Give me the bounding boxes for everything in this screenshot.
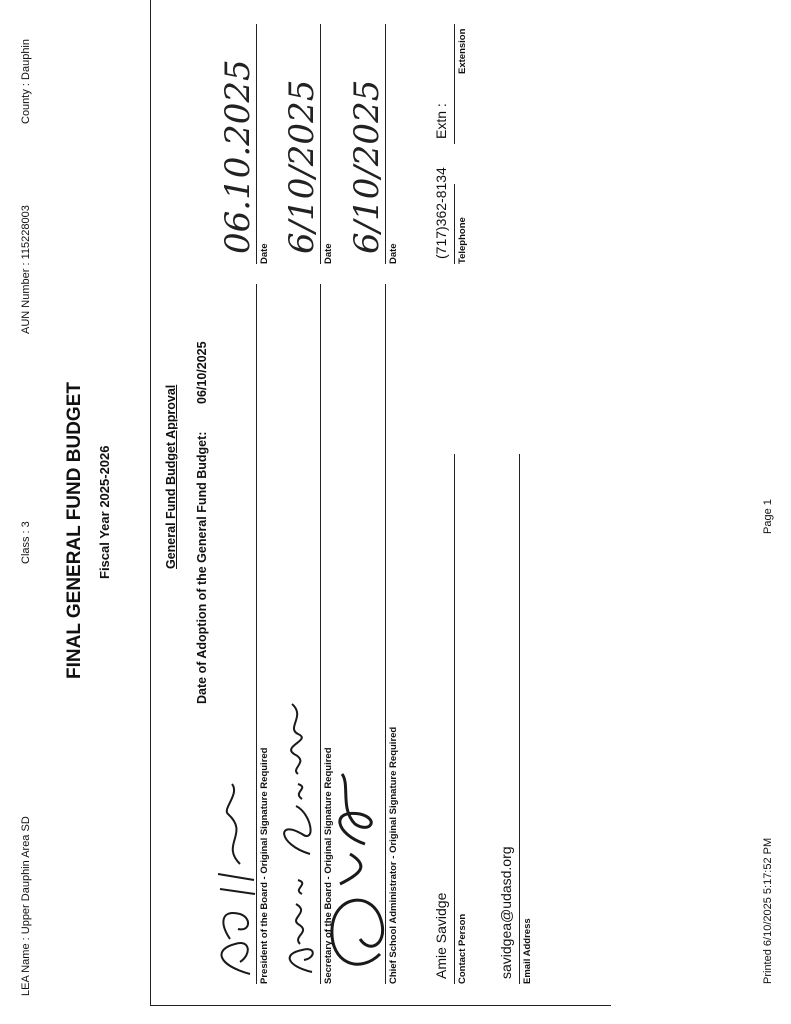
president-date-line (256, 24, 257, 264)
lea-name: LEA Name : Upper Dauphin Area SD (20, 816, 32, 996)
county-label: County : Dauphin (20, 39, 32, 124)
contact-person-line (454, 454, 455, 984)
president-role-label: President of the Board - Original Signature Required (259, 747, 270, 984)
chief-administrator-signature-line (385, 284, 386, 984)
secretary-date-line (320, 24, 321, 264)
adoption-date: 06/10/2025 (195, 341, 209, 404)
page-number: Page 1 (762, 499, 774, 534)
printed-timestamp: Printed 6/10/2025 5:17:52 PM (762, 837, 774, 984)
secretary-role-label: Secretary of the Board - Original Signature Required (323, 747, 334, 984)
president-signature (210, 764, 260, 984)
email-line (519, 454, 520, 984)
extension-label: Extension (457, 28, 468, 74)
chief-administrator-date-handwritten: 6/10/2025 (347, 79, 387, 254)
president-date-label: Date (259, 243, 270, 264)
aun-number: AUN Number : 115228003 (20, 205, 32, 334)
extension-prefix: Extn : (433, 103, 449, 139)
telephone-value: (717)362-8134 (433, 167, 449, 259)
contact-person-name: Amie Savidge (433, 892, 449, 979)
chief-administrator-date-line (385, 24, 386, 264)
chief-administrator-date-label: Date (388, 243, 399, 264)
email-value: savidgea@udasd.org (498, 846, 514, 979)
president-date-handwritten: 06.10.2025 (218, 59, 258, 254)
secretary-date-handwritten: 6/10/2025 (282, 79, 322, 254)
chief-administrator-role-label: Chief School Administrator - Original Signature Required (388, 726, 399, 984)
class-label: Class : 3 (20, 521, 32, 564)
telephone-label: Telephone (457, 217, 468, 264)
secretary-date-label: Date (323, 243, 334, 264)
telephone-line (454, 184, 455, 264)
fiscal-year: Fiscal Year 2025-2026 (97, 445, 112, 579)
secretary-signature (272, 684, 322, 984)
adoption-label: Date of Adoption of the General Fund Budget: (195, 431, 209, 704)
contact-person-label: Contact Person (457, 913, 468, 984)
chief-administrator-signature (320, 724, 390, 984)
extension-line (454, 24, 455, 144)
email-label: Email Address (522, 918, 533, 984)
president-signature-line (256, 284, 257, 984)
section-title: General Fund Budget Approval (164, 384, 178, 569)
page-title: FINAL GENERAL FUND BUDGET (64, 382, 85, 679)
